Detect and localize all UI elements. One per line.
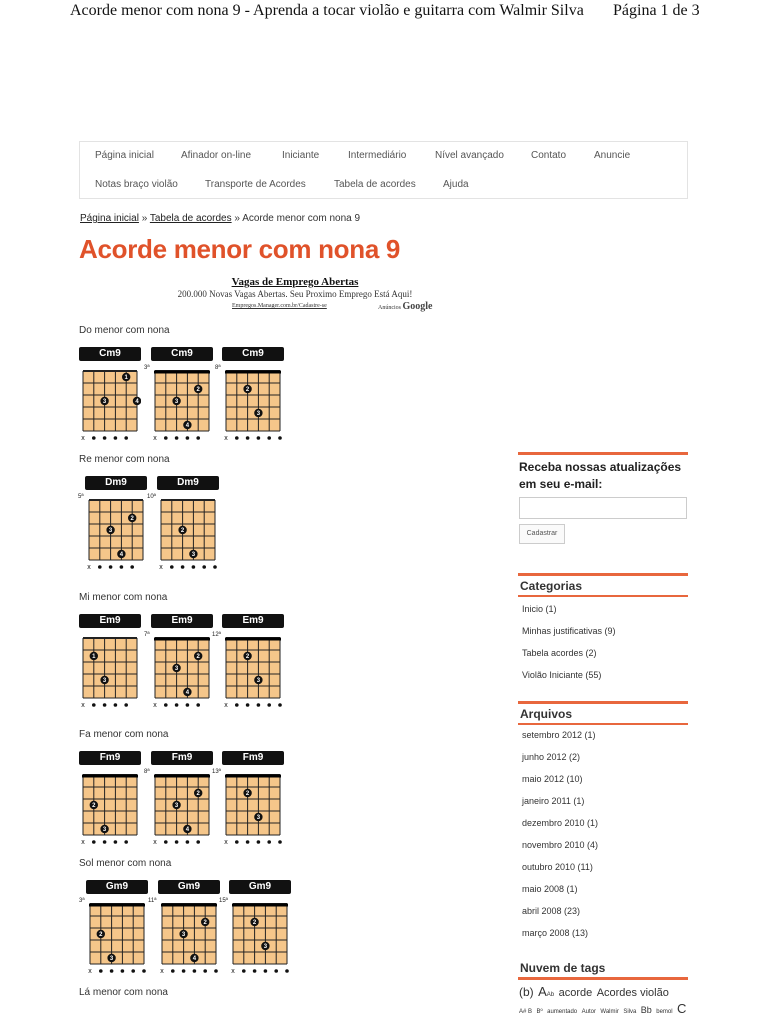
tag-link[interactable]: Silva <box>623 1009 637 1015</box>
page-title: Acorde menor com nona 9 <box>79 234 401 264</box>
played-string-mark <box>131 969 135 973</box>
finger-number: 1 <box>124 375 128 382</box>
section-label-do: Do menor com nona <box>79 325 170 336</box>
fretboard <box>222 361 284 443</box>
nav-item-intermediario[interactable]: Intermediário <box>348 150 407 161</box>
fretboard <box>79 361 141 443</box>
breadcrumb-separator: » <box>138 213 150 224</box>
played-string-mark <box>274 969 278 973</box>
played-string-mark <box>164 703 168 707</box>
played-string-mark <box>175 840 179 844</box>
archive-item[interactable]: maio 2008 (1) <box>522 884 578 894</box>
breadcrumb-separator: » <box>231 213 243 224</box>
fret-position-label: 15ª <box>219 898 228 904</box>
fretboard-wood <box>89 500 143 560</box>
tags-title: Nuvem de tags <box>518 958 688 980</box>
muted-string-mark: x <box>81 702 85 709</box>
fretboard-wood <box>83 638 137 698</box>
played-string-mark <box>114 703 118 707</box>
arquivos-title: Arquivos <box>518 704 688 725</box>
played-string-mark <box>110 969 114 973</box>
chord-name: Gm9 <box>86 880 148 894</box>
nav-item-transporte[interactable]: Transporte de Acordes <box>205 179 306 190</box>
tag-link[interactable]: Bb <box>640 1005 652 1015</box>
archive-item[interactable]: novembro 2010 (4) <box>522 840 599 850</box>
google-ad <box>150 276 440 312</box>
chord-diagram-cm9 <box>215 347 284 443</box>
tags-widget <box>518 958 688 980</box>
breadcrumb-section[interactable]: Tabela de acordes <box>149 213 232 224</box>
fretboard-wood <box>161 500 215 560</box>
finger-number: 3 <box>102 399 107 406</box>
nav-item-tabela-acordes[interactable]: Tabela de acordes <box>334 179 416 190</box>
section-label-mi: Mi menor com nona <box>79 592 168 603</box>
finger-number: 3 <box>263 944 268 951</box>
chord-name: Fm9 <box>222 751 284 765</box>
played-string-mark <box>121 969 125 973</box>
played-string-mark <box>246 840 250 844</box>
muted-string-mark: x <box>231 968 235 975</box>
played-string-mark <box>98 565 102 569</box>
played-string-mark <box>267 436 271 440</box>
main-nav <box>79 141 688 199</box>
section-label-sol: Sol menor com nona <box>79 858 172 869</box>
played-string-mark <box>235 703 239 707</box>
fret-position-label: 12ª <box>212 632 221 638</box>
muted-string-mark: x <box>81 435 85 442</box>
subscribe-button[interactable]: Cadastrar <box>519 524 565 544</box>
category-item[interactable]: Minhas justificativas (9) <box>522 626 616 636</box>
section-label-re: Re menor com nona <box>79 454 170 465</box>
finger-number: 2 <box>196 791 200 798</box>
fretboard-wood <box>162 904 216 964</box>
section-label-fa: Fa menor com nona <box>79 729 169 740</box>
document-title: Acorde menor com nona 9 - Aprenda a tocar violão e guitarra com Walmir Silva <box>70 2 584 19</box>
played-string-mark <box>186 840 190 844</box>
played-string-mark <box>92 840 96 844</box>
played-string-mark <box>181 565 185 569</box>
archive-item[interactable]: janeiro 2011 (1) <box>522 796 585 806</box>
muted-string-mark: x <box>224 435 228 442</box>
fretboard-wood <box>233 904 287 964</box>
chord-name: Em9 <box>222 614 284 628</box>
finger-number: 2 <box>252 920 257 927</box>
fretboard <box>229 894 291 976</box>
played-string-mark <box>257 436 261 440</box>
fretboard-wood <box>226 638 280 698</box>
finger-number: 3 <box>181 932 186 939</box>
finger-number: 4 <box>119 552 124 559</box>
played-string-mark <box>246 436 250 440</box>
muted-string-mark: x <box>153 435 157 442</box>
muted-string-mark: x <box>153 702 157 709</box>
nav-item-contato[interactable]: Contato <box>531 150 567 161</box>
finger-number: 3 <box>256 815 261 822</box>
page-number: Página 1 de 3 <box>613 2 700 19</box>
played-string-mark <box>278 840 282 844</box>
fret-position-label: 11ª <box>148 898 157 904</box>
tag-link[interactable]: acorde <box>558 987 593 999</box>
played-string-mark <box>171 969 175 973</box>
archive-item[interactable]: outubro 2010 (11) <box>522 862 593 872</box>
tag-link[interactable]: Walmir <box>600 1009 619 1015</box>
archive-item[interactable]: junho 2012 (2) <box>522 752 581 762</box>
played-string-mark <box>103 840 107 844</box>
fretboard <box>158 894 220 976</box>
played-string-mark <box>246 703 250 707</box>
chord-name: Em9 <box>151 614 213 628</box>
played-string-mark <box>203 969 207 973</box>
categorias-widget <box>518 573 688 597</box>
chord-diagram-fm9 <box>79 751 141 847</box>
archive-item[interactable]: setembro 2012 (1) <box>522 730 596 740</box>
chord-name: Em9 <box>79 614 141 628</box>
chord-diagram-gm9 <box>148 880 220 976</box>
played-string-mark <box>170 565 174 569</box>
played-string-mark <box>120 565 124 569</box>
muted-string-mark: x <box>224 839 228 846</box>
played-string-mark <box>109 565 113 569</box>
played-string-mark <box>192 565 196 569</box>
finger-number: 1 <box>92 654 96 661</box>
fretboard-wood <box>155 775 209 835</box>
played-string-mark <box>257 703 261 707</box>
finger-number: 3 <box>174 399 179 406</box>
finger-number: 3 <box>191 552 196 559</box>
chord-diagram-cm9 <box>79 347 141 443</box>
played-string-mark <box>124 436 128 440</box>
chord-diagram-cm9 <box>144 347 213 443</box>
fretboard <box>222 628 284 710</box>
tag-link[interactable]: bemol <box>656 1009 673 1015</box>
ad-title[interactable]: Vagas de Emprego Abertas <box>231 276 359 288</box>
played-string-mark <box>214 969 218 973</box>
chord-name: Fm9 <box>151 751 213 765</box>
chord-diagram-fm9 <box>212 751 284 847</box>
fret-position-label: 10ª <box>147 494 156 500</box>
played-string-mark <box>193 969 197 973</box>
chord-diagram-dm9 <box>78 476 147 572</box>
archive-item[interactable]: março 2008 (13) <box>522 928 589 938</box>
chord-name: Fm9 <box>79 751 141 765</box>
chord-diagram-fm9 <box>144 751 213 847</box>
played-string-mark <box>130 565 134 569</box>
finger-number: 3 <box>108 528 113 535</box>
played-string-mark <box>196 840 200 844</box>
finger-number: 2 <box>203 920 207 927</box>
chord-name: Cm9 <box>151 347 213 361</box>
fret-position-label: 5ª <box>78 494 84 500</box>
finger-number: 3 <box>256 411 261 418</box>
played-string-mark <box>257 840 261 844</box>
chord-diagram-em9 <box>212 614 284 710</box>
finger-number: 3 <box>102 827 107 834</box>
tag-link[interactable]: A# B <box>519 1009 533 1015</box>
played-string-mark <box>253 969 257 973</box>
muted-string-mark: x <box>88 968 92 975</box>
nav-item-ajuda[interactable]: Ajuda <box>443 179 469 190</box>
muted-string-mark: x <box>87 564 91 571</box>
tag-link[interactable]: (b) <box>519 985 534 999</box>
played-string-mark <box>175 703 179 707</box>
played-string-mark <box>164 840 168 844</box>
fret-position-label: 13ª <box>212 769 221 775</box>
played-string-mark <box>235 436 239 440</box>
finger-number: 2 <box>245 654 250 661</box>
chord-diagram-dm9 <box>147 476 219 572</box>
played-string-mark <box>92 436 96 440</box>
fretboard <box>79 628 141 710</box>
chord-name: Dm9 <box>157 476 219 490</box>
category-item[interactable]: Inicio (1) <box>522 604 557 614</box>
subscribe-title: Receba nossas atualizações em seu e-mail: <box>519 460 682 491</box>
played-string-mark <box>186 436 190 440</box>
section-label-la: Lá menor com nona <box>79 987 168 998</box>
fretboard-wood <box>226 775 280 835</box>
finger-number: 3 <box>256 678 261 685</box>
category-item[interactable]: Tabela acordes (2) <box>522 648 597 658</box>
finger-number: 2 <box>245 387 250 394</box>
archive-item[interactable]: abril 2008 (23) <box>522 906 581 916</box>
breadcrumb <box>80 213 360 224</box>
tag-cloud <box>519 985 694 1019</box>
chord-diagram-em9 <box>144 614 213 710</box>
nav-item-nivel-avancado[interactable]: Nível avançado <box>435 150 504 161</box>
fretboard-wood <box>226 371 280 431</box>
played-string-mark <box>264 969 268 973</box>
chord-diagram-gm9 <box>79 880 148 976</box>
played-string-mark <box>124 703 128 707</box>
played-string-mark <box>285 969 289 973</box>
tag-link[interactable]: A <box>538 984 547 999</box>
tag-link[interactable]: Bº <box>536 1009 543 1015</box>
fretboard <box>86 894 148 976</box>
played-string-mark <box>164 436 168 440</box>
played-string-mark <box>278 436 282 440</box>
finger-number: 4 <box>135 399 139 406</box>
breadcrumb-current: Acorde menor com nona 9 <box>242 213 361 224</box>
arquivos-widget <box>518 701 688 725</box>
ad-url[interactable]: Empregos.Manager.com.br/Cadastre-se <box>232 303 327 309</box>
played-string-mark <box>196 703 200 707</box>
muted-string-mark: x <box>159 564 163 571</box>
ad-by-label: Anúncios <box>378 305 401 311</box>
played-string-mark <box>92 703 96 707</box>
archive-item[interactable]: maio 2012 (10) <box>522 774 583 784</box>
finger-number: 3 <box>174 803 179 810</box>
played-string-mark <box>278 703 282 707</box>
tag-link[interactable]: aumentado <box>547 1009 578 1015</box>
nav-item-notas-braco[interactable]: Notas braço violão <box>95 179 178 190</box>
muted-string-mark: x <box>224 702 228 709</box>
finger-number: 3 <box>109 956 114 963</box>
nav-item-afinador[interactable]: Afinador on-line <box>181 150 252 161</box>
print-header <box>0 0 768 24</box>
fretboard <box>222 765 284 847</box>
played-string-mark <box>202 565 206 569</box>
fret-position-label: 7ª <box>144 632 150 638</box>
played-string-mark <box>267 703 271 707</box>
muted-string-mark: x <box>81 839 85 846</box>
chord-name: Gm9 <box>229 880 291 894</box>
finger-number: 2 <box>130 516 134 523</box>
category-item[interactable]: Violão Iniciante (55) <box>522 670 602 680</box>
played-string-mark <box>235 840 239 844</box>
archive-item[interactable]: dezembro 2010 (1) <box>522 818 599 828</box>
fretboard <box>79 765 141 847</box>
played-string-mark <box>103 703 107 707</box>
nav-item-pagina-inicial[interactable]: Página inicial <box>95 150 154 161</box>
fret-position-label: 8ª <box>144 769 150 775</box>
finger-number: 2 <box>245 791 250 798</box>
subscribe-rule <box>518 452 688 455</box>
played-string-mark <box>103 436 107 440</box>
played-string-mark <box>213 565 217 569</box>
email-input[interactable] <box>519 497 687 519</box>
nav-item-anuncie[interactable]: Anuncie <box>594 150 631 161</box>
chord-diagram-gm9 <box>219 880 291 976</box>
tag-link[interactable]: C <box>677 1001 687 1016</box>
played-string-mark <box>267 840 271 844</box>
finger-number: 4 <box>185 690 190 697</box>
ad-attribution <box>378 301 433 312</box>
finger-number: 2 <box>196 654 200 661</box>
chord-name: Cm9 <box>222 347 284 361</box>
fretboard <box>151 628 213 710</box>
finger-number: 2 <box>196 387 200 394</box>
played-string-mark <box>142 969 146 973</box>
muted-string-mark: x <box>153 839 157 846</box>
fretboard <box>151 765 213 847</box>
google-logo: Google <box>402 301 433 312</box>
chord-name: Gm9 <box>158 880 220 894</box>
finger-number: 2 <box>180 528 185 535</box>
finger-number: 3 <box>102 678 107 685</box>
played-string-mark <box>182 969 186 973</box>
finger-number: 2 <box>92 803 96 810</box>
finger-number: 4 <box>192 956 197 963</box>
fretboard-wood <box>155 371 209 431</box>
played-string-mark <box>124 840 128 844</box>
chord-diagram-em9 <box>79 614 141 710</box>
fret-position-label: 8ª <box>215 365 221 371</box>
played-string-mark <box>196 436 200 440</box>
tag-link[interactable]: Autor <box>581 1009 596 1015</box>
finger-number: 4 <box>185 827 190 834</box>
finger-number: 3 <box>174 666 179 673</box>
fret-position-label: 3ª <box>144 365 150 371</box>
chord-name: Dm9 <box>85 476 147 490</box>
tag-link[interactable]: Ab <box>546 992 555 998</box>
breadcrumb-home[interactable]: Página inicial <box>80 213 139 224</box>
tag-link[interactable]: Acordes violão <box>596 987 669 999</box>
played-string-mark <box>114 840 118 844</box>
muted-string-mark: x <box>160 968 164 975</box>
played-string-mark <box>186 703 190 707</box>
played-string-mark <box>114 436 118 440</box>
played-string-mark <box>175 436 179 440</box>
fret-position-label: 3ª <box>79 898 85 904</box>
nav-item-iniciante[interactable]: Iniciante <box>282 150 320 161</box>
played-string-mark <box>242 969 246 973</box>
fretboard <box>157 490 219 572</box>
fretboard-wood <box>155 638 209 698</box>
chord-name: Cm9 <box>79 347 141 361</box>
fretboard <box>151 361 213 443</box>
finger-number: 2 <box>99 932 103 939</box>
ad-text: 200.000 Novas Vagas Abertas. Seu Proximo Emprego Está Aqui! <box>177 289 413 299</box>
finger-number: 4 <box>185 423 190 430</box>
categorias-title: Categorias <box>518 576 688 597</box>
played-string-mark <box>99 969 103 973</box>
fretboard <box>85 490 147 572</box>
